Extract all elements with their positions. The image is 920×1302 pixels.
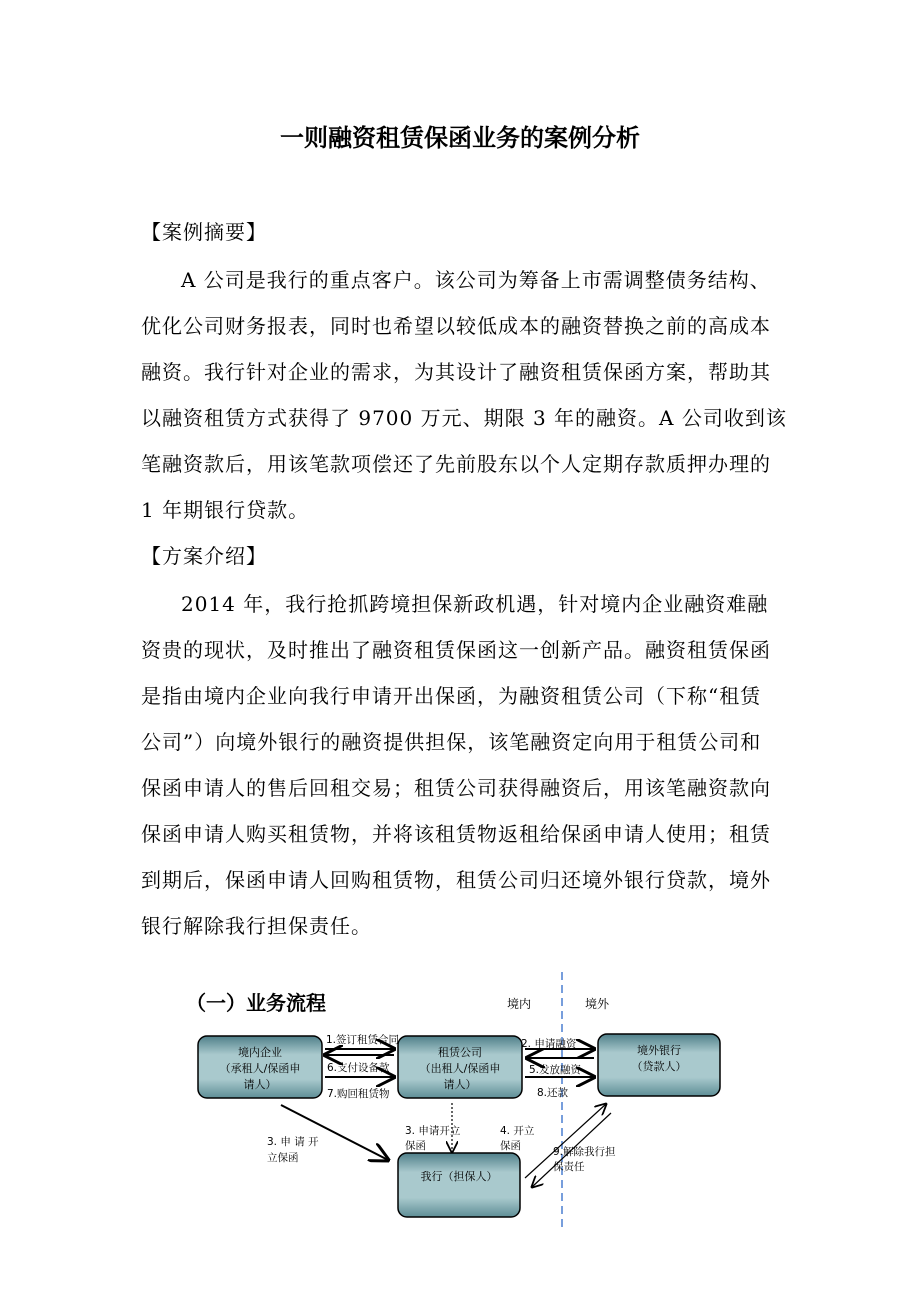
svg-text:租赁公司: 租赁公司 <box>438 1046 482 1059</box>
document-title: 一则融资租赁保函业务的案例分析 <box>280 123 640 152</box>
label-step8: 8.还款 <box>537 1087 569 1099</box>
svg-text:我行（担保人）: 我行（担保人） <box>420 1170 498 1183</box>
svg-text:（承租人/保函申: （承租人/保函申 <box>219 1062 301 1075</box>
label-step3a: 3. 申 请 开 <box>267 1136 319 1148</box>
label-step6: 6.支付设备款 <box>327 1062 390 1074</box>
section-heading: 【案例摘要】 <box>141 220 267 244</box>
business-flow-diagram <box>0 960 920 1240</box>
text-line: 银行解除我行担保责任。 <box>141 914 372 938</box>
label-step7: 7.购回租赁物 <box>327 1088 390 1100</box>
label-step3b: 3. 申请开立 <box>405 1125 461 1137</box>
domestic-label: 境内 <box>507 997 532 1011</box>
text-line: 笔融资款后，用该笔款项偿还了先前股东以个人定期存款质押办理的 <box>141 452 771 476</box>
text-line: 公司”）向境外银行的融资提供担保，该笔融资定向用于租赁公司和 <box>141 730 762 754</box>
text-line: 优化公司财务报表，同时也希望以较低成本的融资替换之前的高成本 <box>141 314 771 338</box>
text-line: 保函申请人的售后回租交易；租赁公司获得融资后，用该笔融资款向 <box>141 776 771 800</box>
label-step9: 保责任 <box>553 1161 585 1173</box>
box-foreign-bank <box>598 1034 720 1096</box>
text-line: 到期后，保函申请人回购租赁物，租赁公司归还境外银行贷款，境外 <box>141 868 771 892</box>
label-step2: 2. 申请融资 <box>521 1038 577 1050</box>
diagram-heading: （一）业务流程 <box>186 991 326 1015</box>
svg-text:（贷款人）: （贷款人） <box>631 1060 687 1073</box>
text-line: 融资。我行针对企业的需求，为其设计了融资租赁保函方案，帮助其 <box>141 360 771 384</box>
foreign-label: 境外 <box>585 997 610 1011</box>
label-step9: 9.解除我行担 <box>553 1146 616 1158</box>
box-leasing-company <box>398 1036 522 1098</box>
box-our-bank <box>398 1153 520 1217</box>
text-line: A 公司是我行的重点客户。该公司为筹备上市需调整债务结构、 <box>181 268 771 292</box>
text-line: 1 年期银行贷款。 <box>141 498 310 522</box>
label-step5: 5.发放融资 <box>529 1064 582 1076</box>
label-step3b: 保函 <box>405 1140 426 1152</box>
svg-text:请人）: 请人） <box>443 1078 477 1091</box>
svg-text:请人）: 请人） <box>243 1078 277 1091</box>
label-step4: 保函 <box>500 1140 521 1152</box>
text-line: 资贵的现状，及时推出了融资租赁保函这一创新产品。融资租赁保函 <box>141 638 771 662</box>
text-line: 以融资租赁方式获得了 9700 万元、期限 3 年的融资。A 公司收到该 <box>141 406 787 430</box>
label-step1: 1.签订租赁合同 <box>326 1034 400 1046</box>
label-step4: 4. 开立 <box>500 1125 535 1137</box>
svg-text:（出租人/保函申: （出租人/保函申 <box>419 1062 501 1075</box>
label-step3a: 立保函 <box>267 1152 299 1164</box>
text-line: 2014 年，我行抢抓跨境担保新政机遇，针对境内企业融资难融 <box>181 592 769 616</box>
text-line: 是指由境内企业向我行申请开出保函，为融资租赁公司（下称“租赁 <box>141 684 762 708</box>
section-heading: 【方案介绍】 <box>141 544 267 568</box>
svg-text:境外银行: 境外银行 <box>637 1044 681 1057</box>
text-line: 保函申请人购买租赁物，并将该租赁物返租给保函申请人使用；租赁 <box>141 822 771 846</box>
box-enterprise <box>198 1036 322 1098</box>
svg-text:境内企业: 境内企业 <box>238 1046 282 1059</box>
